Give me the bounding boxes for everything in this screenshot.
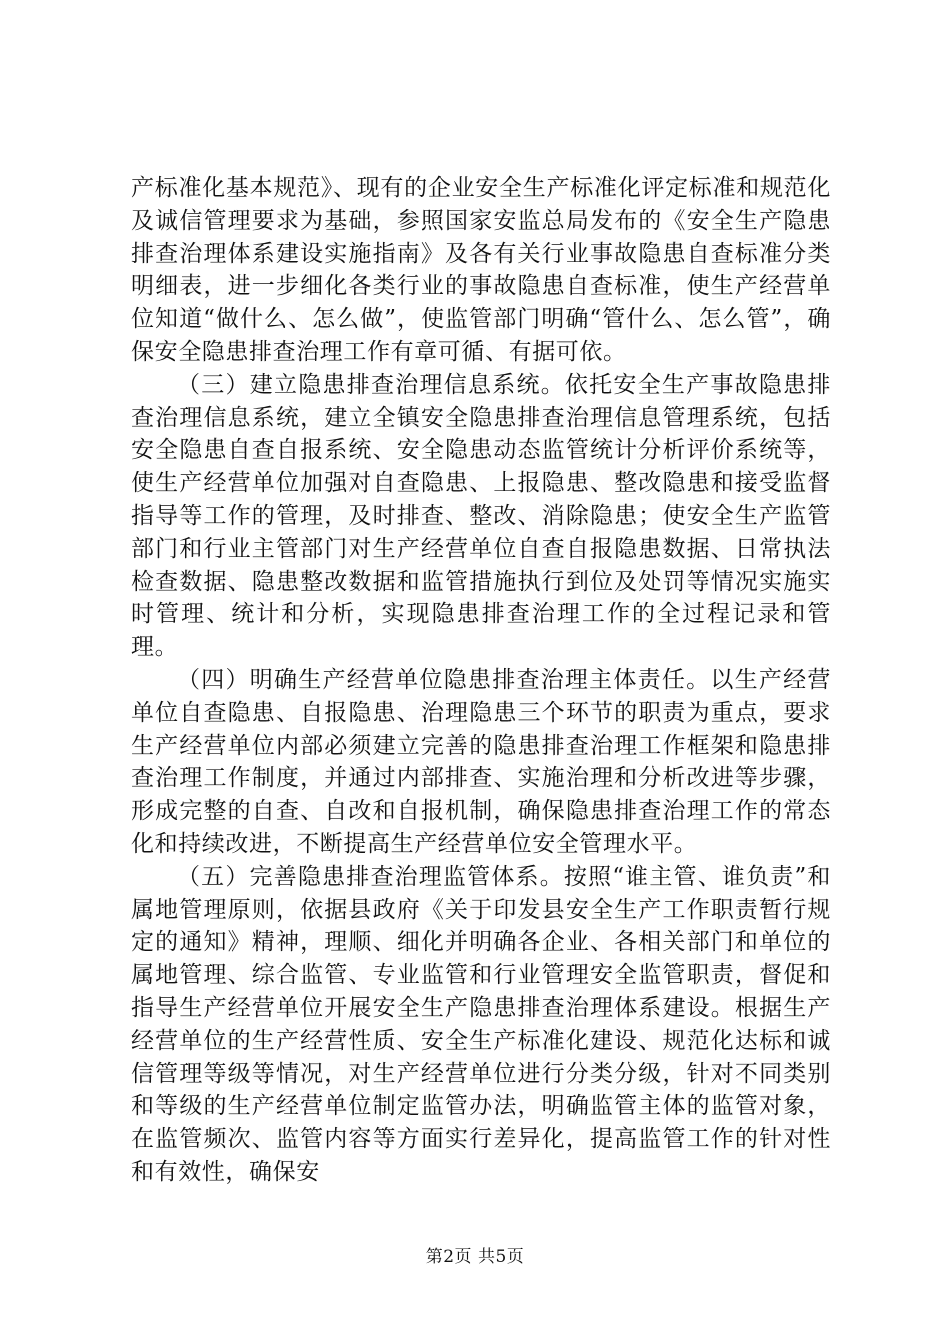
page-footer: 第2页 共5页 xyxy=(425,1247,525,1267)
document-body xyxy=(131,172,831,1189)
paragraph-continuation: 产标准化基本规范》、现有的企业安全生产标准化评定标准和规范化及诚信管理要求为基础，参照国家安监总局发布的《安全生产隐患排查治理体系建设实施指南》及各有关行业事故隐患自查标准分类明细表，进一步细化各类行业的事故隐患自查标准，使生产经营单位知道“做什么、怎么做”，使监管部门明确“管什么、怎么管”，确保安全隐患排查治理工作有章可循、有据可依。 xyxy=(131,175,831,365)
paragraph-section-5: （五）完善隐患排查治理监管体系。按照“谁主管、谁负责”和属地管理原则，依据县政府《关于印发县安全生产工作职责暂行规定的通知》精神，理顺、细化并明确各企业、各相关部门和单位的属地管理、综合监管、专业监管和行业管理安全监管职责，督促和指导生产经营单位开展安全生产隐患排查治理体系建设。根据生产经营单位的生产经营性质、安全生产标准化建设、规范化达标和诚信管理等级等情况，对生产经营单位进行分类分级，针对不同类别和等级的生产经营单位制定监管办法，明确监管主体的监管对象，在监管频次、监管内容等方面实行差异化，提高监管工作的针对性和有效性，确保安 xyxy=(131,863,831,1185)
paragraph-section-3: （三）建立隐患排查治理信息系统。依托安全生产事故隐患排查治理信息系统，建立全镇安全隐患排查治理信息管理系统，包括安全隐患自查自报系统、安全隐患动态监管统计分析评价系统等，使生产经营单位加强对自查隐患、上报隐患、整改隐患和接受监督指导等工作的管理，及时排查、整改、消除隐患；使安全生产监管部门和行业主管部门对生产经营单位自查自报隐患数据、日常执法检查数据、隐患整改数据和监管措施执行到位及处罚等情况实施实时管理、统计和分析，实现隐患排查治理工作的全过程记录和管理。 xyxy=(131,371,831,661)
paragraph-section-4: （四）明确生产经营单位隐患排查治理主体责任。以生产经营单位自查隐患、自报隐患、治理隐患三个环节的职责为重点，要求生产经营单位内部必须建立完善的隐患排查治理工作框架和隐患排查治理工作制度，并通过内部排查、实施治理和分析改进等步骤，形成完整的自查、自改和自报机制，确保隐患排查治理工作的常态化和持续改进，不断提高生产经营单位安全管理水平。 xyxy=(131,666,831,857)
